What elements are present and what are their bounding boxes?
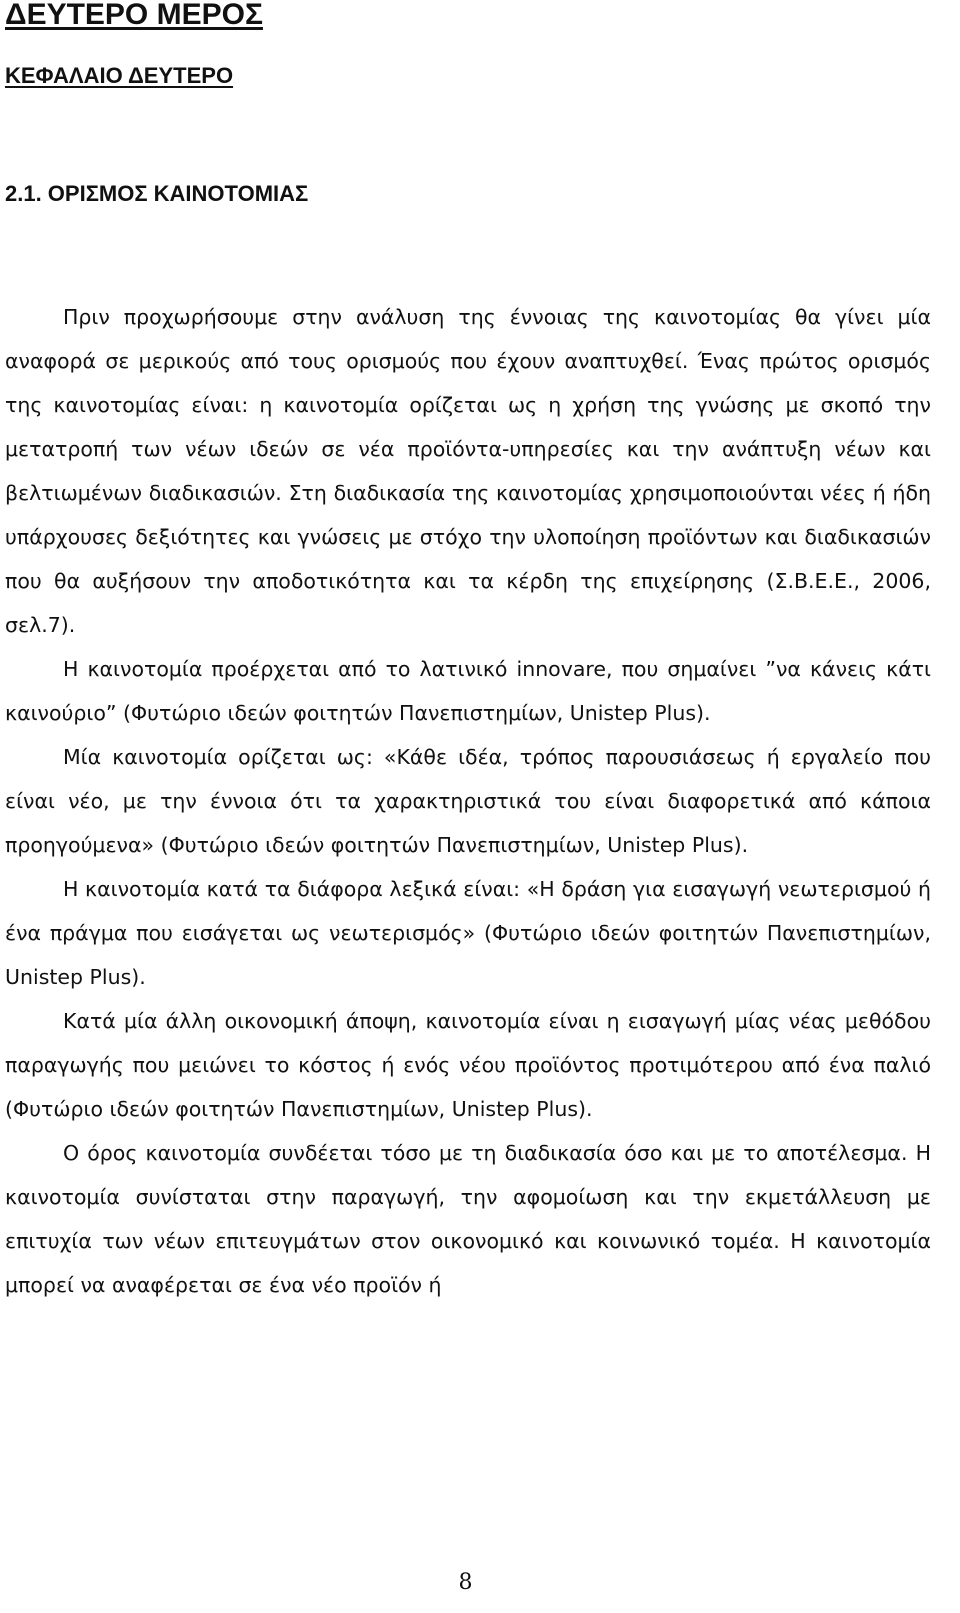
section-title: 2.1. ΟΡΙΣΜΟΣ ΚΑΙΝΟΤΟΜΙΑΣ bbox=[5, 181, 309, 206]
paragraph-process-result: Ο όρος καινοτομία συνδέεται τόσο με τη διαδικασία όσο και με το αποτέλεσμα. Η καινοτομία συνίσταται στην παραγωγή, την αφομοίωση και την εκμετάλλευση με επιτυχία των νέων επιτευγμάτων στον οικονομικό και κοινωνικό τομέα. Η καινοτομία μπορεί να αναφέρεται σε ένα νέο προϊόν ή bbox=[5, 1141, 931, 1297]
page-number: 8 bbox=[458, 1570, 473, 1595]
paragraph-definition-idea: Μία καινοτομία ορίζεται ως: «Κάθε ιδέα, τρόπος παρουσιάσεως ή εργαλείο που είναι νέο, με την έννοια ότι τα χαρακτηριστικά του είναι διαφορετικά από κάποια προηγούμενα» (Φυτώριο ιδεών φοιτητών Πανεπιστημίων, Unistep Plus). bbox=[5, 745, 931, 857]
paragraph-economic-view: Κατά μία άλλη οικονομική άποψη, καινοτομία είναι η εισαγωγή μίας νέας μεθόδου παραγωγής που μειώνει το κόστος ή ενός νέου προϊόντος προτιμότερου από ένα παλιό (Φυτώριο ιδεών φοιτητών Πανεπιστημίων, Unistep Plus). bbox=[5, 1009, 931, 1121]
part-title: ΔΕΥΤΕΡΟ ΜΕΡΟΣ bbox=[5, 0, 263, 31]
document-page bbox=[5, 0, 931, 1307]
paragraph-etymology: Η καινοτομία προέρχεται από το λατινικό innovare, που σημαίνει ”να κάνεις κάτι καινούριο” (Φυτώριο ιδεών φοιτητών Πανεπιστημίων, Unistep Plus). bbox=[5, 657, 931, 725]
paragraph-definitions-intro: Πριν προχωρήσουμε στην ανάλυση της έννοιας της καινοτομίας θα γίνει μία αναφορά σε μερικούς από τους ορισμούς που έχουν αναπτυχθεί. Ένας πρώτος ορισμός της καινοτομίας είναι: η καινοτομία ορίζεται ως η χρήση της γνώσης με σκοπό την μετατροπή των νέων ιδεών σε νέα προϊόντα-υπηρεσίες και την ανάπτυξη νέων και βελτιωμένων διαδικασιών. Στη διαδικασία της καινοτομίας χρησιμοποιούνται νέες ή ήδη υπάρχουσες δεξιότητες και γνώσεις με στόχο την υλοποίηση προϊόντων και διαδικασιών που θα αυξήσουν την αποδοτικότητα και τα κέρδη της επιχείρησης (Σ.Β.Ε.Ε., 2006, σελ.7). bbox=[5, 305, 931, 637]
chapter-title: ΚΕΦΑΛΑΙΟ ΔΕΥΤΕΡΟ bbox=[5, 63, 234, 88]
paragraph-dictionary-definition: Η καινοτομία κατά τα διάφορα λεξικά είναι: «Η δράση για εισαγωγή νεωτερισμού ή ένα πράγμα που εισάγεται ως νεωτερισμός» (Φυτώριο ιδεών φοιτητών Πανεπιστημίων, Unistep Plus). bbox=[5, 877, 931, 989]
